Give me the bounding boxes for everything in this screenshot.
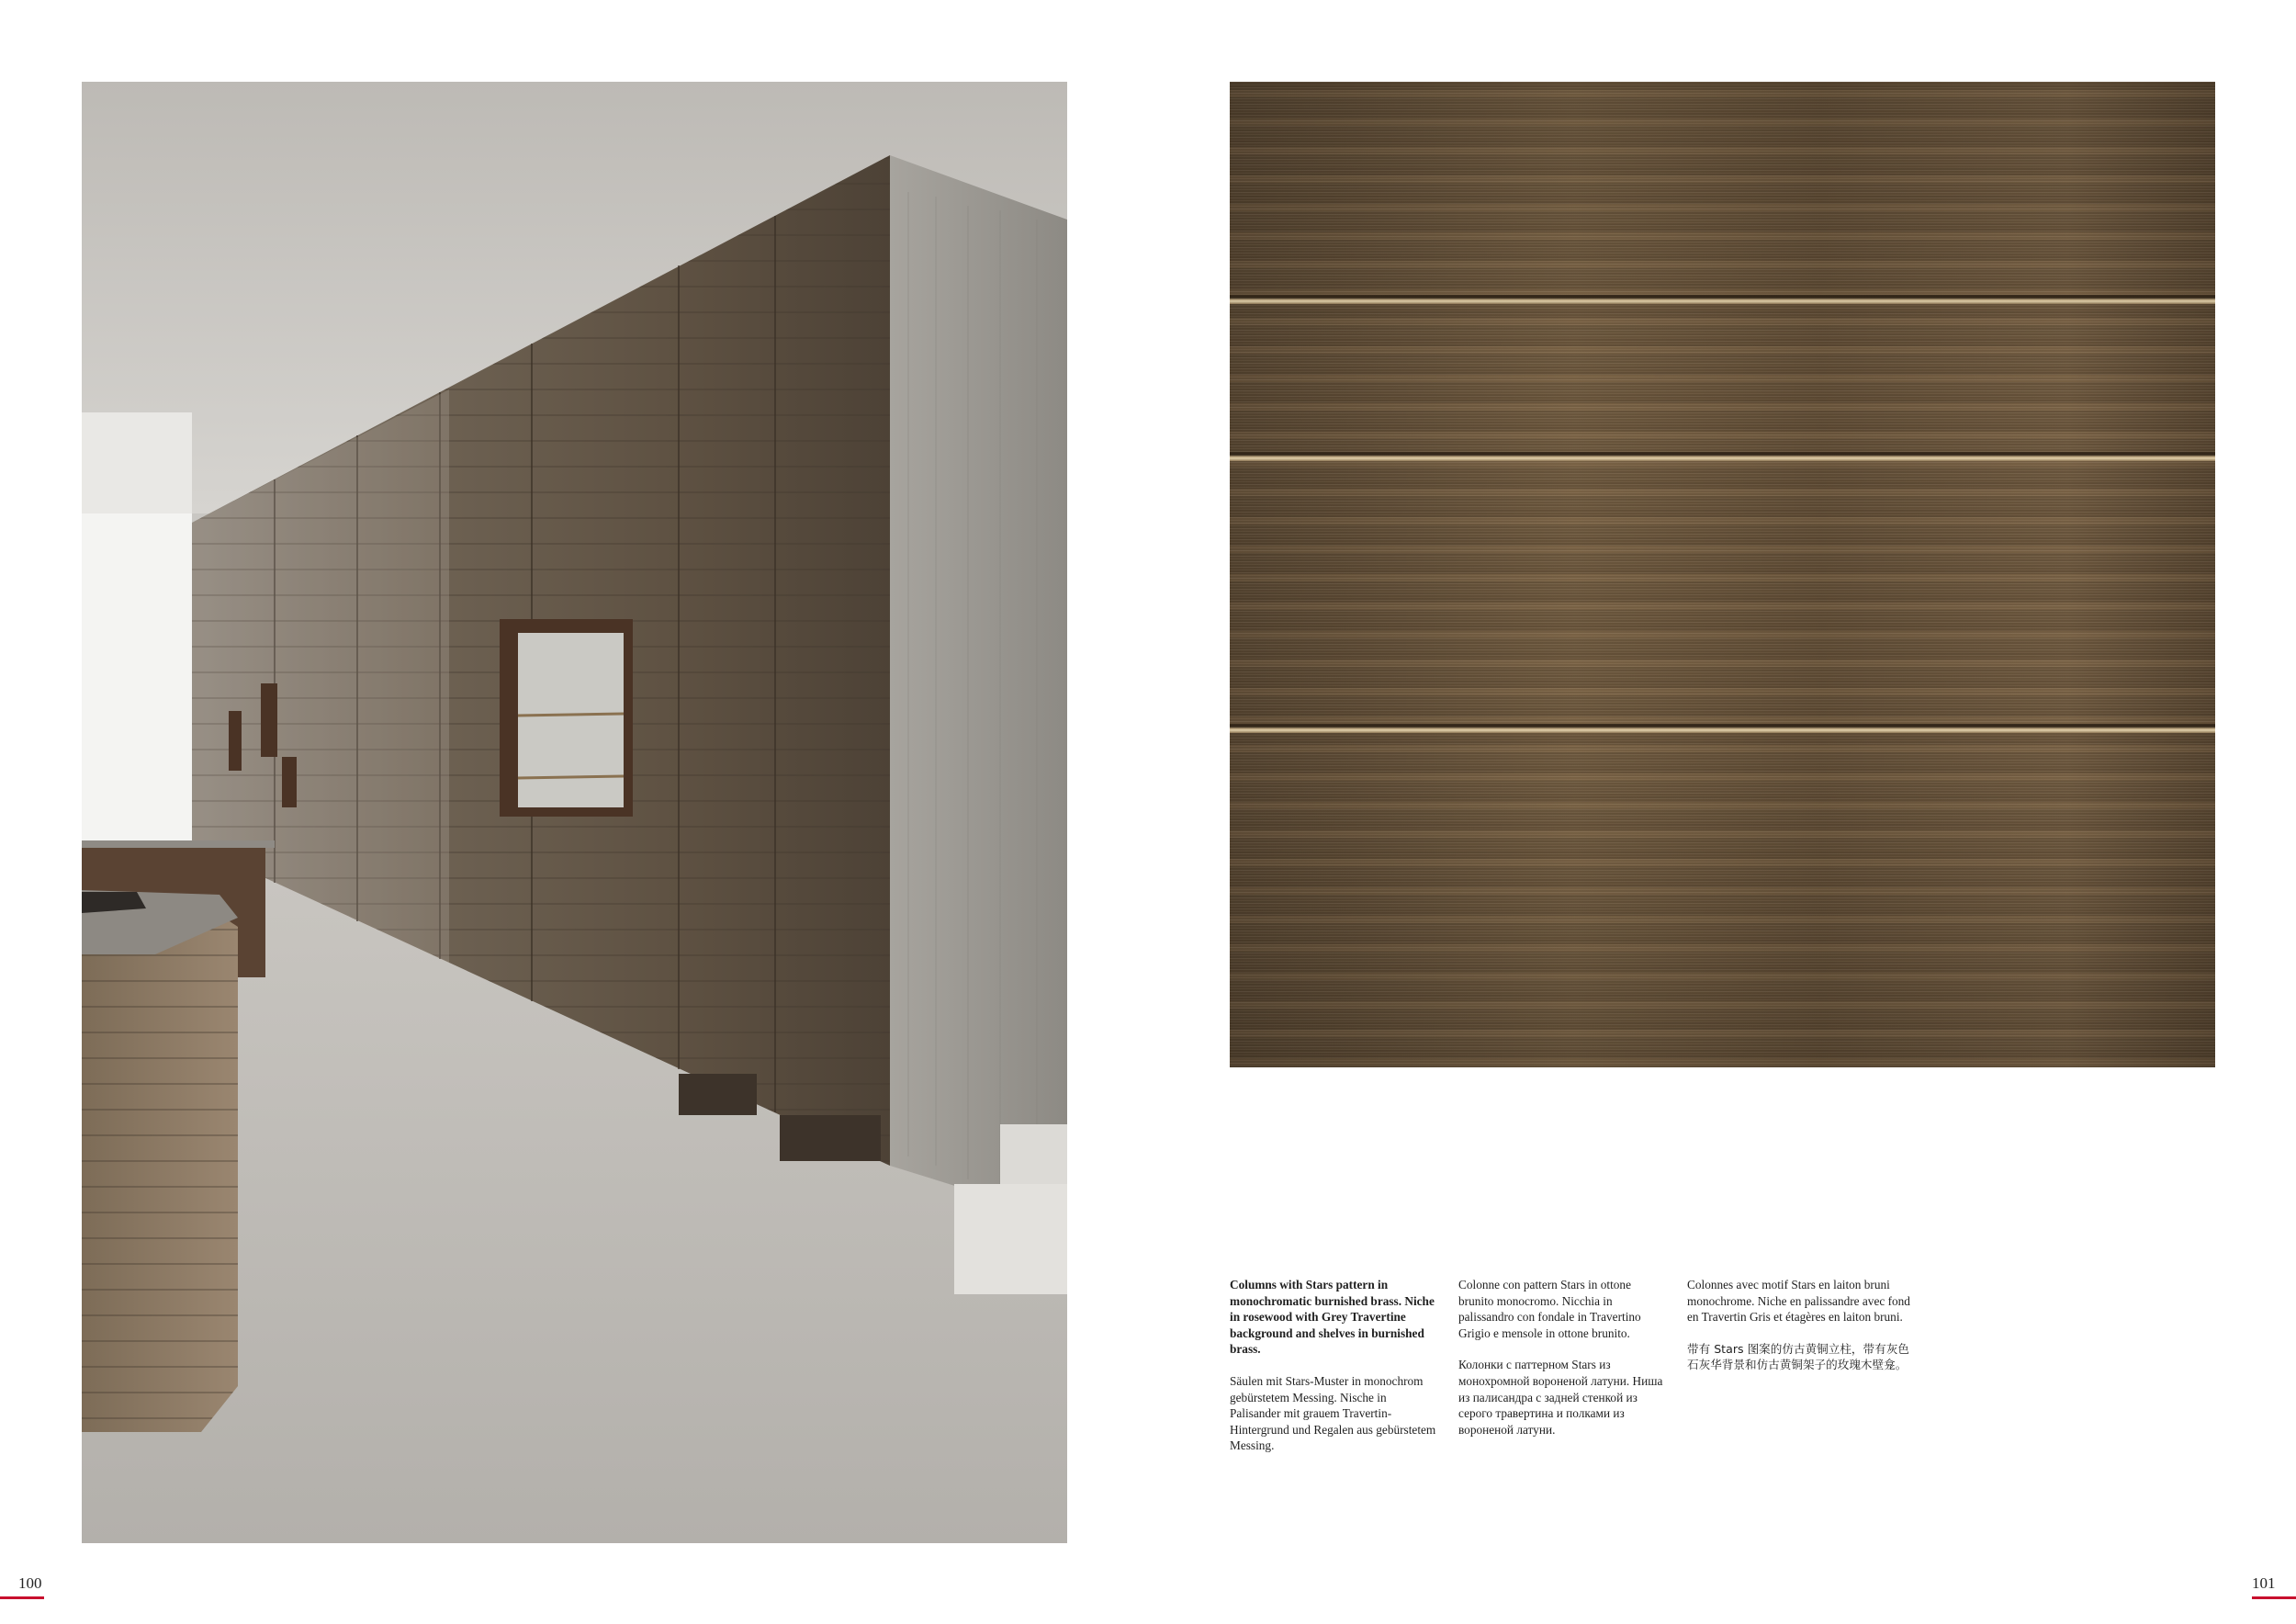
swatch-shading — [1230, 82, 2215, 1067]
page-number-right: 101 — [2252, 1574, 2276, 1592]
caption-en: Columns with Stars pattern in monochromatic burnished brass. Niche in rosewood with Grey Travertine background and shelves in burnished brass. — [1230, 1278, 1435, 1357]
burnished-brass-swatch — [1230, 82, 2215, 1067]
caption-ru: Колонки с паттерном Stars из монохромной вороненой латуни. Ниша из палисандра с задней стенкой из серого травертина и полками из вороненой латуни. — [1458, 1358, 1663, 1437]
caption-it: Colonne con pattern Stars in ottone brunito monocromo. Nicchia in palissandro con fondale in Travertino Grigio e mensole in ottone brunito. — [1458, 1278, 1641, 1340]
caption-de: Säulen mit Stars-Muster in monochrom gebürstetem Messing. Nische in Palisander mit grauem Travertin-Hintergrund und Regalen aus gebürstetem Messing. — [1230, 1373, 1436, 1453]
kitchen-interior-illustration — [82, 82, 1067, 1543]
caption-column-2 — [1458, 1277, 1665, 1453]
page-number-left: 100 — [18, 1574, 42, 1592]
caption-column-1 — [1230, 1277, 1436, 1470]
caption-column-3 — [1687, 1277, 1917, 1389]
caption-zh: 带有 Stars 图案的仿古黄铜立柱，带有灰色石灰华背景和仿古黄铜架子的玫瑰木壁龛。 — [1687, 1341, 1909, 1372]
kitchen-interior-photo — [82, 82, 1067, 1543]
page-rule-left — [0, 1596, 44, 1599]
caption-fr: Colonnes avec motif Stars en laiton bruni monochrome. Niche en palissandre avec fond en Travertin Gris et étagères en laiton bruni. — [1687, 1278, 1910, 1325]
page-rule-right — [2252, 1596, 2296, 1599]
